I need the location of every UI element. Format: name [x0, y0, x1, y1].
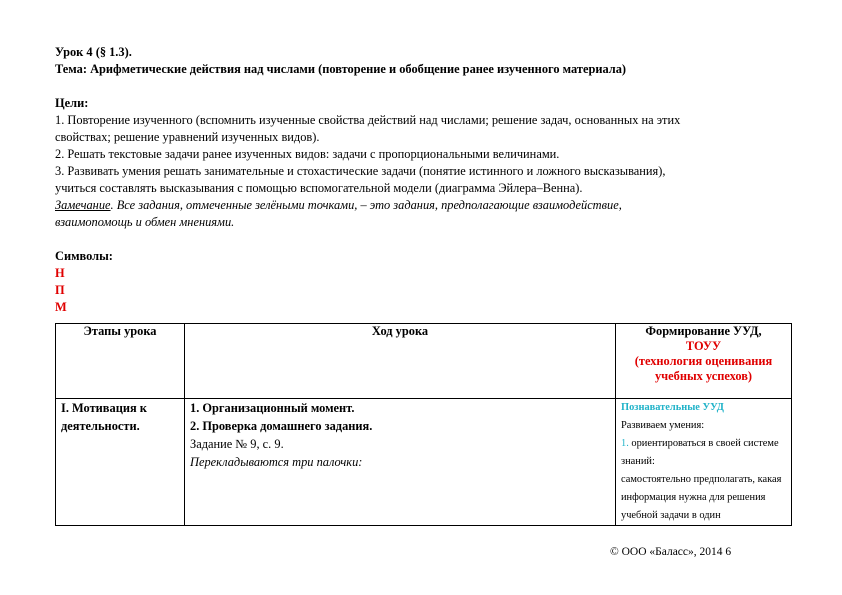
goal-1a: 1. Повторение изученного (вспомнить изученные свойства действий над числами; решение задач, основанных на этих — [55, 113, 681, 127]
uud-cell — [616, 399, 792, 526]
note-text-a: . Все задания, отмеченные зелёными точками, – это задания, предполагающие взаимодействие, — [110, 198, 622, 212]
uud-title: Познавательные УУД — [621, 402, 724, 413]
course-item-2: 2. Проверка домашнего задания. — [190, 419, 373, 433]
uud-text-1: Развиваем умения: — [621, 420, 705, 431]
course-item-1: 1. Организационный момент. — [190, 401, 355, 415]
symbol-p: П — [55, 283, 65, 297]
course-item-4: Перекладываются три палочки: — [190, 455, 363, 469]
table-row — [56, 399, 792, 526]
uud-text-3: самостоятельно предполагать, какая информация нужна для решения учебной задачи в один — [621, 474, 782, 521]
symbol-m: М — [55, 300, 67, 314]
lesson-table — [55, 323, 792, 526]
stage-cell: I. Мотивация к деятельности. — [56, 399, 185, 526]
course-item-3: Задание № 9, с. 9. — [190, 437, 284, 451]
goal-1b: свойствах; решение уравнений изученных видов). — [55, 130, 320, 144]
header-uud — [616, 324, 792, 399]
note — [55, 197, 790, 214]
table-header-row — [56, 324, 792, 399]
footer: © ООО «Баласс», 2014 6 — [610, 546, 732, 558]
uud-text-2b: ориентироваться в своей системе знаний: — [621, 438, 779, 467]
goal-3b: учиться составлять высказывания с помощью вспомогательной модели (диаграмма Эйлера–Венна). — [55, 181, 583, 195]
uud-num: 1. — [621, 438, 629, 449]
lesson-topic: Тема: Арифметические действия над числами (повторение и обобщение ранее изученного материала) — [55, 62, 627, 76]
symbols-heading: Символы: — [55, 249, 113, 263]
header-uud-line2: ТОУУ — [685, 339, 722, 353]
header-course: Ход урока — [185, 324, 616, 399]
symbol-n: Н — [55, 266, 65, 280]
goal-2: 2. Решать текстовые задачи ранее изученных видов: задачи с пропорциональными величинами. — [55, 147, 560, 161]
header-uud-line4: учебных успехов) — [654, 369, 753, 383]
header-uud-line1: Формирование УУД, — [645, 324, 762, 338]
header-stages: Этапы урока — [56, 324, 185, 399]
uud-text-2 — [621, 435, 786, 471]
lesson-header — [55, 44, 790, 316]
goal-3a: 3. Развивать умения решать занимательные и стохастические задачи (понятие истинного и ложного высказывания), — [55, 164, 666, 178]
note-text-b: взаимопомощь и обмен мнениями. — [55, 215, 235, 229]
course-cell — [185, 399, 616, 526]
goals-heading: Цели: — [55, 96, 89, 110]
header-uud-line3: (технология оценивания — [634, 354, 773, 368]
note-label: Замечание — [55, 198, 111, 212]
lesson-title: Урок 4 (§ 1.3). — [55, 45, 132, 59]
